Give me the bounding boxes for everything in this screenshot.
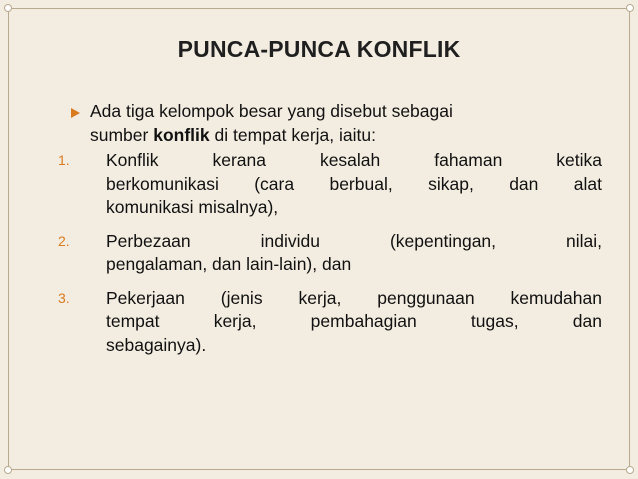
list-number: 1.: [58, 152, 70, 168]
list-item-line: komunikasi misalnya),: [106, 197, 279, 217]
list-item-line: Pekerjaan (jenis kerja, penggunaan kemudahan: [106, 287, 602, 308]
intro-bullet: [66, 100, 602, 147]
orange-triangle-bullet-icon: [71, 108, 80, 118]
corner-dot-icon: [626, 4, 634, 12]
list-item-line: pengalaman, dan lain-lain), dan: [106, 254, 352, 274]
list-number: 2.: [58, 232, 70, 249]
intro-line-1: Ada tiga kelompok besar yang disebut sebagai: [90, 101, 453, 121]
slide-title: PUNCA-PUNCA KONFLIK: [177, 36, 461, 62]
list-item-line: Konflik kerana kesalah fahaman ketika: [106, 150, 602, 170]
corner-dot-icon: [4, 4, 12, 12]
list-item-line: berkomunikasi (cara berbual, sikap, dan alat: [106, 173, 602, 194]
corner-dot-icon: [626, 466, 634, 474]
list-item: [58, 230, 602, 277]
intro-text: sumber: [90, 124, 154, 145]
corner-dot-icon: [4, 466, 12, 474]
list-item: [58, 287, 602, 358]
list-number: 3.: [58, 289, 70, 306]
intro-line-2: [90, 124, 602, 148]
list-item-line: sebagainya).: [106, 334, 207, 355]
list-item-line: tempat kerja, pembahagian tugas, dan: [106, 311, 602, 331]
list-item: [58, 149, 602, 220]
konflik-bold-text: konflik: [153, 124, 210, 145]
slide-body: [58, 100, 602, 367]
list-item-line: Perbezaan individu (kepentingan, nilai,: [106, 230, 602, 251]
intro-text: di tempat kerja, iaitu:: [209, 124, 376, 145]
